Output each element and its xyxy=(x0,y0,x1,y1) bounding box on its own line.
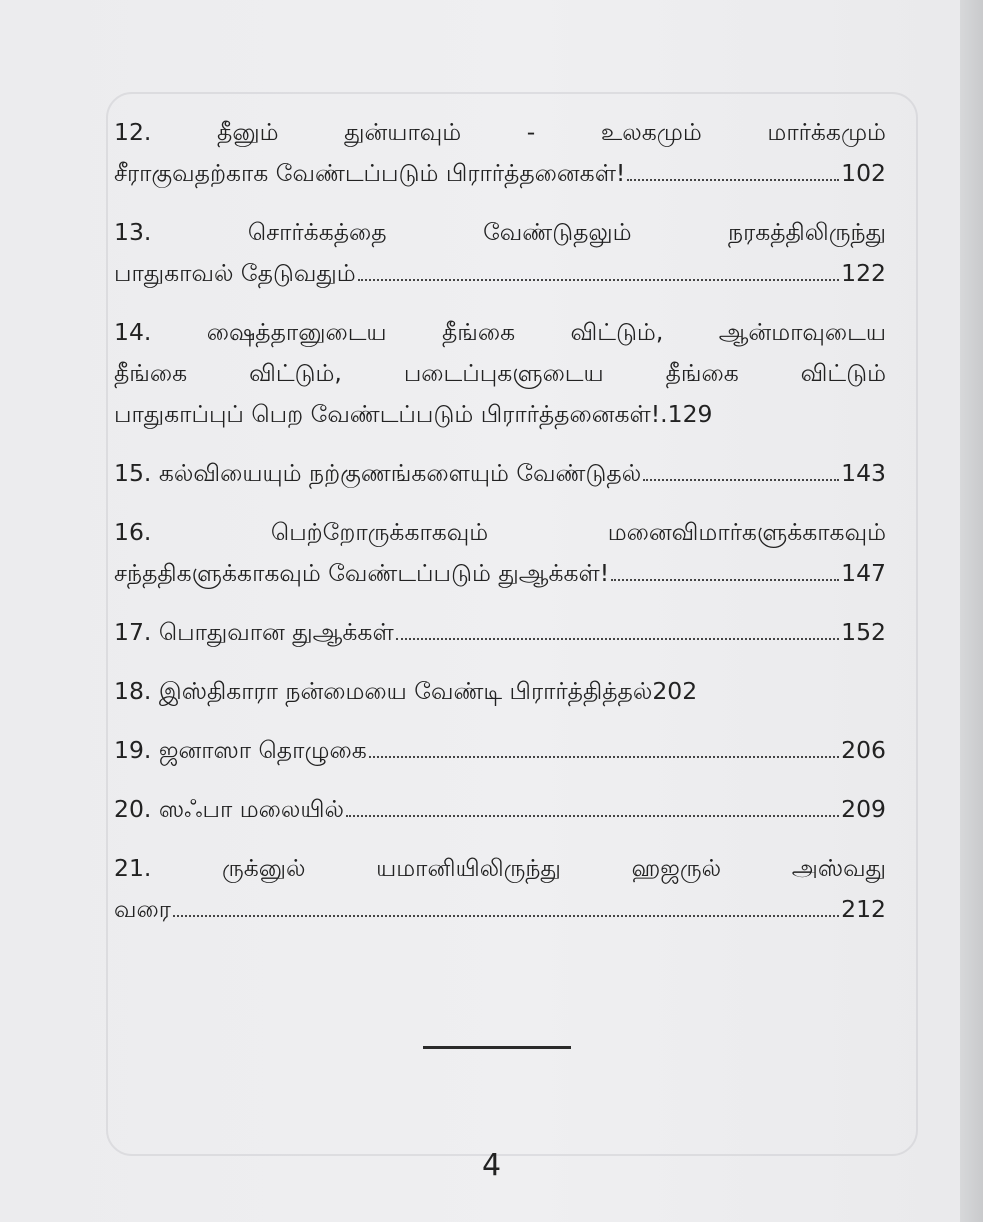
toc-entry-14-line-3 xyxy=(114,394,886,435)
toc-word: விட்டும் xyxy=(800,359,886,387)
toc-word: ஆன்மாவுடைய xyxy=(718,318,886,346)
toc-word: தீங்கை xyxy=(114,359,188,387)
page-reference: 129 xyxy=(667,400,713,428)
toc-entry-title: பாதுகாப்புப் பெற வேண்டப்படும் பிரார்த்தனைகள்!. xyxy=(114,400,668,428)
toc-word: 16. xyxy=(114,518,152,546)
toc-entry-19 xyxy=(114,730,886,771)
toc-entry-16-line-2 xyxy=(114,553,886,594)
toc-entry-title: சீராகுவதற்காக வேண்டப்படும் பிரார்த்தனைகள்! xyxy=(114,159,626,187)
page-reference: 212 xyxy=(841,895,886,923)
page-reference: 102 xyxy=(841,159,886,187)
dot-leader xyxy=(369,756,839,758)
dot-leader xyxy=(627,179,839,181)
page-reference: 152 xyxy=(841,618,886,646)
dot-leader xyxy=(358,279,839,281)
toc-word: மார்க்கமும் xyxy=(767,118,886,146)
toc-entry-title: 18. இஸ்திகாரா நன்மையை வேண்டி பிரார்த்தித்தல் xyxy=(114,677,653,705)
toc-word: 13. xyxy=(114,218,152,246)
toc-word: விட்டும், xyxy=(249,359,342,387)
toc-entry-15 xyxy=(114,453,886,494)
page-reference: 206 xyxy=(841,736,886,764)
toc-entry-13-line-2 xyxy=(114,253,886,294)
page-reference: 202 xyxy=(652,677,698,705)
toc-entry-14 xyxy=(114,312,886,435)
toc-word: பெற்றோருக்காகவும் xyxy=(270,518,489,546)
page-reference: 209 xyxy=(841,795,886,823)
toc-entry-17-line-1 xyxy=(114,612,886,653)
toc-word: 14. xyxy=(114,318,152,346)
toc-entry-title: 20. ஸஃபா மலையில் xyxy=(114,795,345,823)
toc-entry-15-line-1 xyxy=(114,453,886,494)
dot-leader xyxy=(396,638,839,640)
toc-word: மனைவிமார்களுக்காகவும் xyxy=(607,518,886,546)
toc-entry-12-line-1 xyxy=(114,112,886,153)
toc-word: விட்டும், xyxy=(570,318,664,346)
page-reference: 147 xyxy=(841,559,886,587)
toc-entry-title: பாதுகாவல் தேடுவதும் xyxy=(114,259,356,287)
toc-entry-13 xyxy=(114,212,886,294)
toc-word: ருக்னுல் xyxy=(221,854,306,882)
toc-entry-18-line-1 xyxy=(114,671,886,712)
toc-word: வேண்டுதலும் xyxy=(483,218,632,246)
toc-entry-title: 17. பொதுவான துஆக்கள் xyxy=(114,618,394,646)
toc-word: அஸ்வது xyxy=(791,854,886,882)
dot-leader xyxy=(611,579,839,581)
page-edge xyxy=(960,0,983,1222)
toc-entry-16 xyxy=(114,512,886,594)
toc-entry-19-line-1 xyxy=(114,730,886,771)
section-divider xyxy=(423,1046,571,1049)
toc-entry-16-line-1 xyxy=(114,512,886,553)
toc-entry-title: 19. ஜனாஸா தொழுகை xyxy=(114,736,367,764)
toc-entry-title: 15. கல்வியையும் நற்குணங்களையும் வேண்டுதல் xyxy=(114,459,642,487)
toc-word: தீனும் xyxy=(217,118,279,146)
toc-word: சொர்க்கத்தை xyxy=(247,218,387,246)
toc-entry-21-line-2 xyxy=(114,889,886,930)
dot-leader xyxy=(173,915,839,917)
toc-entry-20 xyxy=(114,789,886,830)
toc-word: உலகமும் xyxy=(600,118,702,146)
toc-word: தீங்கை xyxy=(665,359,739,387)
toc-entry-21-line-1 xyxy=(114,848,886,889)
toc-word: 21. xyxy=(114,854,152,882)
page-reference: 143 xyxy=(841,459,886,487)
toc-word: நரகத்திலிருந்து xyxy=(728,218,886,246)
toc-word: ஹஜருல் xyxy=(631,854,722,882)
toc-word: 12. xyxy=(114,118,152,146)
toc-entry-13-line-1 xyxy=(114,212,886,253)
toc-entry-20-line-1 xyxy=(114,789,886,830)
toc-entry-14-line-1 xyxy=(114,312,886,353)
toc-word: ஷைத்தானுடைய xyxy=(206,318,387,346)
toc-entry-title: வரை xyxy=(114,895,171,923)
dot-leader xyxy=(346,815,839,817)
toc-entry-12 xyxy=(114,112,886,194)
toc-word: யமானியிலிருந்து xyxy=(376,854,561,882)
toc-entry-18 xyxy=(114,671,886,712)
page-number: 4 xyxy=(482,1148,502,1183)
dot-leader xyxy=(643,479,839,481)
toc-word: - xyxy=(526,118,536,146)
toc-entry-title: சந்ததிகளுக்காகவும் வேண்டப்படும் துஆக்கள்! xyxy=(114,559,610,587)
toc-entry-21 xyxy=(114,848,886,930)
toc-word: தீங்கை xyxy=(441,318,516,346)
table-of-contents xyxy=(114,112,886,948)
toc-entry-12-line-2 xyxy=(114,153,886,194)
toc-entry-14-line-2 xyxy=(114,353,886,394)
page-reference: 122 xyxy=(841,259,886,287)
toc-entry-17 xyxy=(114,612,886,653)
toc-word: படைப்புகளுடைய xyxy=(403,359,604,387)
toc-word: துன்யாவும் xyxy=(344,118,462,146)
